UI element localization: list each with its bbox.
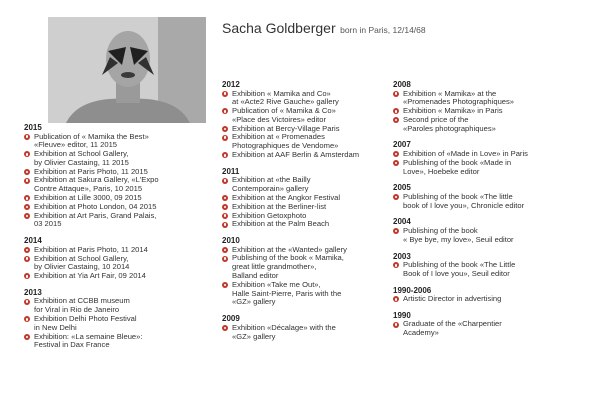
bullet-icon (393, 322, 399, 328)
bullet-icon (24, 299, 30, 305)
event-list (222, 176, 382, 229)
bullet-icon (222, 91, 228, 97)
year-heading: 2009 (222, 314, 240, 324)
header (222, 20, 426, 38)
event-text: Publishing of the book «Made in Love», Hoebeke editor (403, 157, 512, 176)
bullet-icon (24, 134, 30, 140)
bullet-icon (24, 213, 30, 219)
event-text: Exhibition at Paris Photo, 11 2015 (34, 166, 148, 176)
event-text: Exhibition at Art Paris, Grand Palais, 03 2015 (34, 210, 157, 229)
year-heading: 2012 (222, 80, 240, 89)
bullet-icon (222, 178, 228, 184)
year-section (393, 140, 563, 176)
bullet-icon (393, 262, 399, 268)
event-item (393, 116, 563, 134)
event-text: Publishing of the book «The Little Book of I love you», Seuil editor (403, 260, 516, 278)
bullet-icon (222, 222, 228, 228)
event-text: Exhibition « Mamika and Co» at «Acte2 Rive Gauche» gallery (232, 88, 339, 107)
event-text: Exhibition «Take me Out», Halle Saint-Pierre, Paris with the «GZ» gallery (232, 279, 342, 307)
year-section (393, 286, 563, 304)
bullet-icon (222, 247, 228, 253)
bullet-icon (393, 151, 399, 157)
event-list (393, 90, 563, 134)
event-list (393, 193, 563, 211)
bullet-icon (222, 325, 228, 331)
bullet-icon (24, 334, 30, 340)
year-heading: 2015 (24, 123, 42, 132)
bullet-icon (393, 91, 399, 97)
bullet-icon (24, 247, 30, 253)
event-item (222, 324, 382, 342)
event-text: Second price of the «Paroles photographiques» (403, 114, 496, 133)
event-list (222, 246, 382, 308)
bullet-icon (393, 117, 399, 123)
bullet-icon (24, 316, 30, 322)
event-item (24, 315, 212, 333)
year-heading: 2003 (393, 251, 411, 261)
event-text: Exhibition at School Gallery, by Olivier Castaing, 10 2014 (34, 253, 130, 272)
year-heading: 2008 (393, 80, 411, 89)
event-text: Exhibition at the Palm Beach (232, 219, 330, 229)
bullet-icon (24, 256, 30, 262)
event-list (222, 90, 382, 160)
event-item (393, 159, 563, 177)
year-heading: 2014 (24, 236, 42, 246)
event-text: Exhibition at AAF Berlin & Amsterdam (232, 150, 360, 160)
bullet-icon (24, 178, 30, 184)
year-section (393, 252, 563, 279)
event-item (24, 333, 212, 351)
artist-name: Sacha Goldberger (222, 20, 336, 36)
event-list (393, 227, 563, 245)
event-text: Publication of « Mamika & Co» «Place des Victoires» editor (232, 106, 336, 124)
year-section (393, 80, 563, 133)
year-section (393, 217, 563, 244)
event-item (222, 133, 382, 151)
event-list (24, 246, 212, 281)
event-item (222, 281, 382, 307)
event-text: Exhibition at Photo London, 04 2015 (34, 201, 157, 211)
bullet-icon (393, 160, 399, 166)
event-item (24, 255, 212, 273)
event-text: Publishing of the book « Mamika, great little grandmother», Balland editor (232, 253, 344, 281)
event-text: Exhibition «Décalage» with the «GZ» gallery (232, 322, 336, 341)
event-text: Exhibition at Paris Photo, 11 2014 (34, 244, 148, 254)
bullet-icon (24, 273, 30, 279)
year-section (24, 236, 212, 281)
event-list (393, 150, 563, 176)
event-item (222, 254, 382, 280)
event-text: Exhibition « Mamika» at the «Promenades Photographiques» (403, 88, 515, 107)
event-text: Exhibition at Sakura Gallery, «L'Expo Contre Attaque», Paris, 10 2015 (34, 175, 159, 194)
event-text: Exhibition « Mamika» in Paris (403, 106, 503, 116)
event-text: Exhibition Delhi Photo Festival in New Delhi (34, 314, 137, 332)
event-text: Artistic Director in advertising (403, 294, 502, 304)
event-list (393, 320, 563, 338)
year-heading: 2010 (222, 236, 240, 246)
event-item (24, 272, 212, 281)
event-list (393, 261, 563, 279)
event-item (222, 151, 382, 160)
year-section (222, 80, 382, 160)
event-item (393, 227, 563, 245)
event-text: Exhibition at the Angkor Festival (232, 192, 341, 202)
column-1 (24, 123, 212, 357)
bullet-icon (393, 194, 399, 200)
event-text: Exhibition at the «Wanted» gallery (232, 244, 347, 254)
event-text: Exhibition at Yia Art Fair, 09 2014 (34, 271, 146, 281)
event-text: Exhibition at School Gallery, by Olivier Castaing, 11 2015 (34, 149, 129, 167)
year-heading: 2007 (393, 140, 411, 150)
event-list (24, 133, 212, 230)
year-heading: 2004 (393, 217, 411, 227)
bullet-icon (393, 296, 399, 302)
event-text: Graduate of the «Charpentier Academy» (403, 319, 502, 338)
event-item (393, 193, 563, 211)
event-item (393, 295, 563, 304)
event-text: Exhibition at «the Bailly Contemporain» gallery (232, 175, 311, 194)
year-heading: 1990 (393, 310, 411, 320)
birth-info: born in Paris, 12/14/68 (340, 25, 426, 35)
event-item (24, 176, 212, 194)
event-item (24, 297, 212, 315)
year-section (393, 311, 563, 338)
year-heading: 2013 (24, 287, 42, 297)
event-text: Exhibition at Bercy-Village Paris (232, 123, 340, 133)
event-list (393, 295, 563, 304)
bullet-icon (222, 204, 228, 210)
column-2 (222, 80, 382, 348)
event-item (222, 107, 382, 125)
bullet-icon (24, 169, 30, 175)
event-item (393, 320, 563, 338)
event-text: Exhibition at the Berliner-list (232, 201, 327, 211)
event-text: Publication of « Mamika the Best» «Fleuve» editor, 11 2015 (34, 131, 149, 150)
event-item (222, 220, 382, 229)
bullet-icon (222, 256, 228, 262)
event-list (24, 297, 212, 350)
event-text: Publishing of the book « Bye bye, my love», Seuil editor (403, 225, 514, 244)
year-section (222, 167, 382, 229)
bullet-icon (24, 151, 30, 157)
portrait-image (48, 17, 206, 123)
event-text: Publishing of the book «The little book of I love you», Chronicle editor (403, 191, 525, 210)
year-section (24, 288, 212, 350)
event-text: Exhibition Getoxphoto (232, 210, 307, 220)
year-heading: 1990-2006 (393, 285, 432, 295)
year-section (222, 314, 382, 341)
event-list (222, 324, 382, 342)
bullet-icon (393, 228, 399, 234)
bullet-icon (222, 282, 228, 288)
year-section (393, 183, 563, 210)
event-text: Exhibition at « Promenades Photographiques de Vendome» (232, 132, 339, 151)
column-3 (393, 80, 563, 345)
bullet-icon (222, 195, 228, 201)
bullet-icon (222, 213, 228, 219)
event-item (24, 212, 212, 230)
event-text: Exhibition of «Made in Love» in Paris (403, 148, 528, 158)
year-heading: 2011 (222, 166, 240, 176)
event-item (222, 176, 382, 194)
bullet-icon (222, 152, 228, 158)
bullet-icon (222, 108, 228, 114)
portrait-photo (48, 17, 206, 123)
event-item (393, 90, 563, 108)
event-item (222, 90, 382, 108)
event-text: Exhibition at CCBB museum for Viral in Rio de Janeiro (34, 296, 130, 315)
bullet-icon (222, 135, 228, 141)
event-item (24, 150, 212, 168)
event-item (24, 133, 212, 151)
bullet-icon (222, 126, 228, 132)
bullet-icon (393, 108, 399, 114)
year-section (24, 123, 212, 229)
event-item (393, 261, 563, 279)
year-heading: 2005 (393, 183, 411, 193)
bullet-icon (24, 195, 30, 201)
event-text: Exhibition at Lille 3000, 09 2015 (34, 193, 142, 203)
bullet-icon (24, 204, 30, 210)
event-text: Exhibition: «La semaine Bleue»: Festival in Dax France (34, 331, 143, 350)
year-section (222, 236, 382, 307)
